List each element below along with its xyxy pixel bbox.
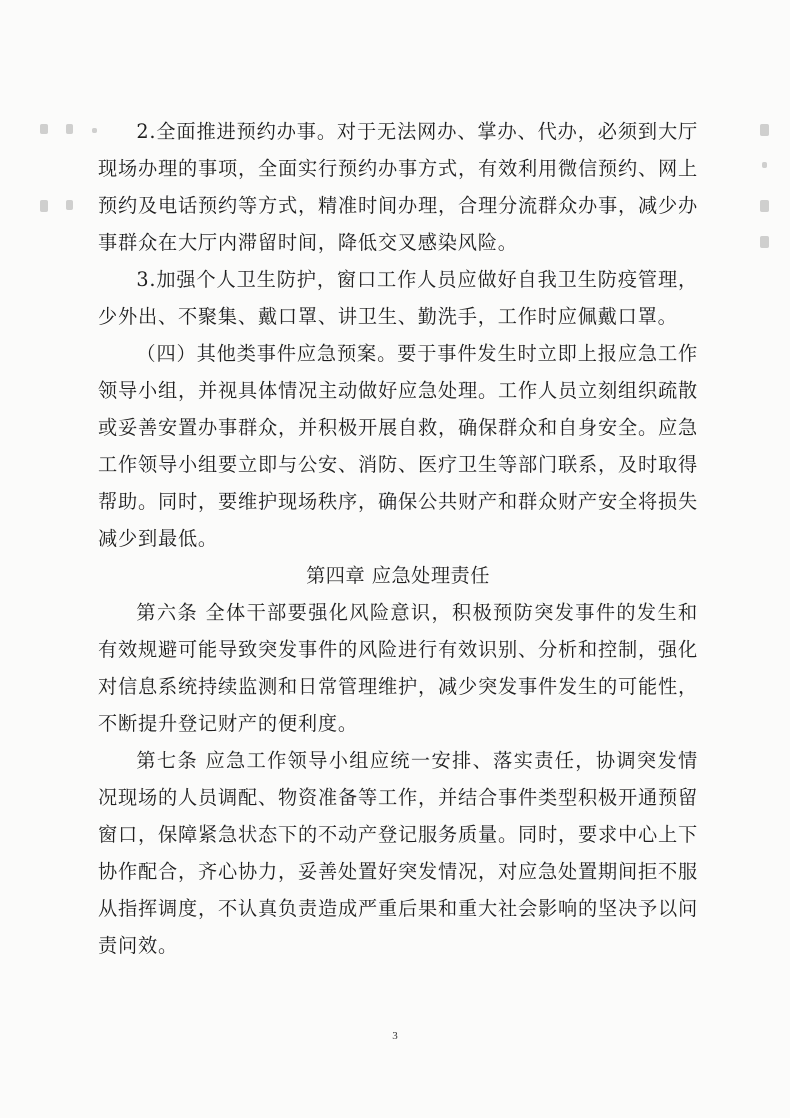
chapter-heading: 第四章 应急处理责任 [306, 564, 490, 587]
scan-mark [760, 124, 769, 136]
article-7: 第七条 应急工作领导小组应统一安排、落实责任，协调突发情况现场的人员调配、物资准备等工作，并结合事件类型积极开通预留窗口，保障紧急状态下的不动产登记服务质量。同时，要求中心上下协作配合，齐心协力，妥善处置好突发情况，对应急处置期间拒不服从指挥调度，不认真负责造成严重后果和重大社会影响的坚决予以问责问效。 [98, 749, 698, 957]
scan-mark [66, 200, 73, 210]
article-6: 第六条 全体干部要强化风险意识，积极预防突发事件的发生和有效规避可能导致突发事件的风险进行有效识别、分析和控制，强化对信息系统持续监测和日常管理维护，减少突发事件发生的可能性，不断提升登记财产的便利度。 [98, 601, 698, 735]
scan-mark [92, 128, 97, 133]
paragraph-other-events: （四）其他类事件应急预案。要于事件发生时立即上报应急工作领导小组，并视具体情况主动做好应急处理。工作人员立刻组织疏散或妥善安置办事群众，并积极开展自救，确保群众和自身安全。应急工作领导小组要立即与公安、消防、医疗卫生等部门联系，及时取得帮助。同时，要维护现场秩序，确保公共财产和群众财产安全将损失减少到最低。 [98, 342, 698, 550]
paragraph-item-3: 3.加强个人卫生防护，窗口工作人员应做好自我卫生防疫管理，少外出、不聚集、戴口罩、讲卫生、勤洗手，工作时应佩戴口罩。 [98, 268, 698, 328]
scan-mark [40, 200, 48, 212]
scan-mark [762, 162, 767, 168]
scan-mark [66, 124, 73, 134]
scan-mark [40, 124, 48, 134]
paragraph-item-2: 2.全面推进预约办事。对于无法网办、掌办、代办，必须到大厅现场办理的事项，全面实行预约办事方式，有效利用微信预约、网上预约及电话预约等方式，精准时间办理，合理分流群众办事，减少办事群众在大厅内滞留时间，降低交叉感染风险。 [98, 120, 698, 254]
scan-mark [760, 236, 769, 248]
page-number: 3 [392, 1030, 398, 1042]
scan-mark [760, 200, 769, 212]
body-text [98, 113, 698, 964]
